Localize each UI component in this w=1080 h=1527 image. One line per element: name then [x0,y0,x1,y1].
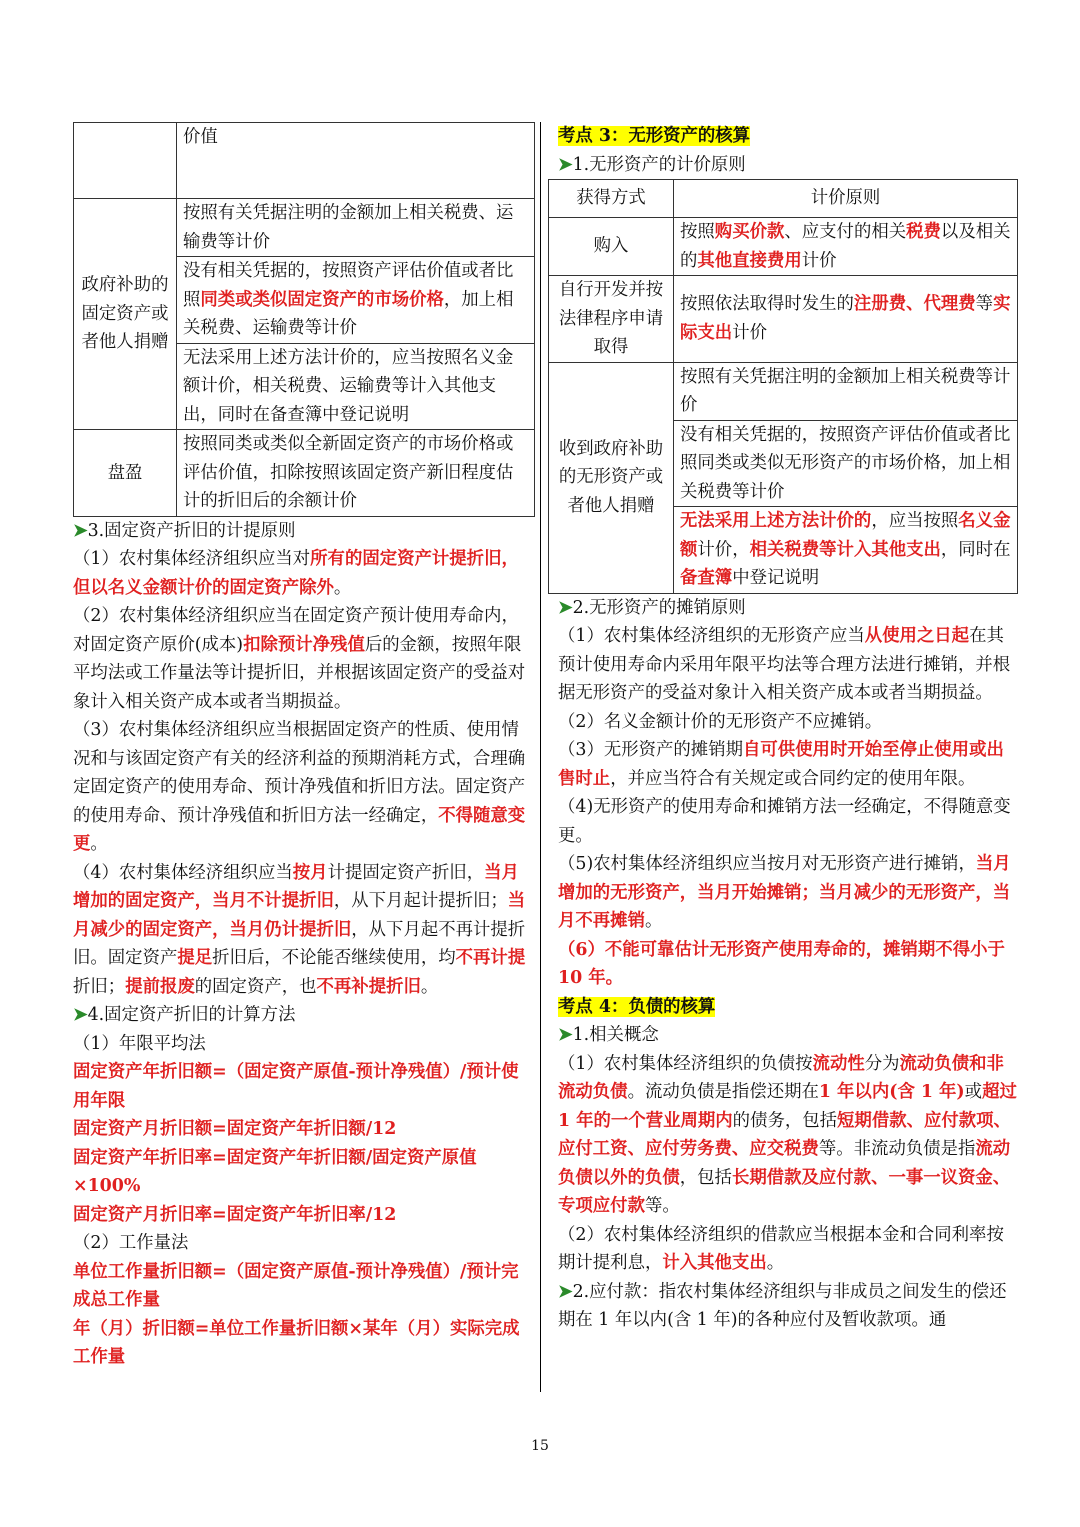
section-title: ➤3.固定资产折旧的计提原则 [73,520,296,541]
topic-title: 考点 4：负债的核算 [558,996,716,1017]
table-cell: 价值 [177,123,535,199]
formula: 固定资产年折旧额=（固定资产原值-预计净残值）/预计使用年限 [73,1062,519,1111]
paragraph: （1）农村集体经济组织的负债按流动性分为流动负债和非流动负债。流动负债是指偿还期在1 年以内(含 1 年)或超过 1 年的一个营业周期内的债务，包括短期借款、应付款项、应付工资、应付劳务费、应交税费等。非流动负债是指流动负债以外的负债，包括长期借款及应付款、一事一议资金、专项应付款等。 [558,1053,1017,1216]
table-cell: 按照购买价款、应支付的相关税费以及相关的其他直接费用计价 [674,218,1018,276]
arrow-icon: ➤ [558,154,573,175]
paragraph: （5)农村集体经济组织应当按月对无形资产进行摊销，当月增加的无形资产，当月开始摊销；当月减少的无形资产，当月不再摊销。 [558,854,1011,931]
left-column [73,122,535,1372]
table-row-category: 收到政府补助的无形资产或者他人捐赠 [549,362,674,593]
method-label: （1）年限平均法 [73,1033,206,1054]
arrow-icon: ➤ [558,597,573,618]
formula: 固定资产月折旧率=固定资产年折旧率/12 [73,1204,397,1225]
arrow-icon: ➤ [73,520,88,541]
right-column [558,122,1018,1335]
paragraph: （1）农村集体经济组织的无形资产应当从使用之日起在其预计使用寿命内采用年限平均法等合理方法进行摊销，并根据无形资产的受益对象计入相关资产成本或者当期损益。 [558,626,1011,703]
table-row-category: 自行开发并按法律程序申请取得 [549,276,674,363]
section-title: ➤1.无形资产的计价原则 [558,154,746,175]
table-cell: 按照同类或类似全新固定资产的市场价格或评估价值，扣除按照该固定资产新旧程度估计的折旧后的余额计价 [177,430,535,517]
arrow-icon: ➤ [73,1005,88,1025]
table-cell: 无法采用上述方法计价的，应当按照名义金额计价，相关税费、运输费等计入其他支出，同时在备查簿中登记说明 [177,343,535,430]
arrow-icon: ➤ [558,1281,573,1302]
paragraph: （6）不能可靠估计无形资产使用寿命的，摊销期不得小于 10 年。 [558,939,1005,988]
section-title: ➤4.固定资产折旧的计算方法 [73,1005,296,1025]
formula: 单位工作量折旧额=（固定资产原值-预计净残值）/预计完成总工作量 [73,1261,519,1310]
topic-title: 考点 3：无形资产的核算 [558,126,751,146]
section-title: ➤2.无形资产的摊销原则 [558,597,746,618]
table-header: 获得方式 [549,180,674,218]
fixed-asset-valuation-table [73,122,535,517]
table-cell: 按照有关凭据注明的金额加上相关税费、运输费等计价 [177,199,535,257]
table-header: 计价原则 [674,180,1018,218]
table-row-category: 购入 [549,218,674,276]
paragraph: （2）农村集体经济组织应当在固定资产预计使用寿命内，对固定资产原价(成本)扣除预计净残值后的金额，按照年限平均法或工作量法等计提折旧，并根据该固定资产的受益对象计入相关资产成本或者当期损益。 [73,606,526,712]
page-number: 15 [531,1438,549,1454]
paragraph: （4)无形资产的使用寿命和摊销方法一经确定，不得随意变更。 [558,797,1011,846]
paragraph: （3）农村集体经济组织应当根据固定资产的性质、使用情况和与该固定资产有关的经济利益的预期消耗方式，合理确定固定资产的使用寿命、预计净残值和折旧方法。固定资产的使用寿命、预计净残值和折旧方法一经确定，不得随意变更。 [73,720,526,854]
table-row-category [74,123,177,199]
paragraph: （2）名义金额计价的无形资产不应摊销。 [558,711,883,732]
formula: 固定资产年折旧率=固定资产年折旧额/固定资产原值×100% [73,1147,477,1196]
section-title: ➤1.相关概念 [558,1025,659,1045]
table-row-category: 政府补助的固定资产或者他人捐赠 [74,199,177,430]
column-divider [540,122,541,1392]
paragraph: （3）无形资产的摊销期自可供使用时开始至停止使用或出售时止，并应当符合有关规定或合同约定的使用年限。 [558,740,1004,789]
paragraph: ➤2.应付款：指农村集体经济组织与非成员之间发生的偿还期在 1 年以内(含 1 年)的各种应付及暂收款项。通 [558,1281,1007,1330]
table-cell: 按照依法取得时发生的注册费、代理费等实际支出计价 [674,276,1018,363]
table-cell: 按照有关凭据注明的金额加上相关税费等计价 [674,362,1018,420]
arrow-icon: ➤ [558,1025,573,1045]
paragraph: （2）农村集体经济组织的借款应当根据本金和合同利率按期计提利息，计入其他支出。 [558,1224,1004,1273]
formula: 固定资产月折旧额=固定资产年折旧额/12 [73,1119,397,1139]
table-cell: 无法采用上述方法计价的，应当按照名义金额计价，相关税费等计入其他支出，同时在备查簿中登记说明 [674,507,1018,594]
paragraph: （1）农村集体经济组织应当对所有的固定资产计提折旧，但以名义金额计价的固定资产除外。 [73,549,519,598]
method-label: （2）工作量法 [73,1233,189,1253]
table-row-category: 盘盈 [74,430,177,517]
paragraph: （4）农村集体经济组织应当按月计提固定资产折旧，当月增加的固定资产，当月不计提折旧，从下月起计提折旧；当月减少的固定资产，当月仍计提折旧，从下月起不再计提折旧。固定资产提足折旧后，不论能否继续使用，均不再计提折旧；提前报废的固定资产，也不再补提折旧。 [73,862,526,997]
table-cell: 没有相关凭据的，按照资产评估价值或者比照同类或类似无形资产的市场价格，加上相关税费等计价 [674,420,1018,507]
intangible-valuation-table [548,179,1018,594]
formula: 年（月）折旧额=单位工作量折旧额×某年（月）实际完成工作量 [73,1318,520,1367]
table-cell: 没有相关凭据的，按照资产评估价值或者比照同类或类似固定资产的市场价格，加上相关税费、运输费等计价 [177,257,535,344]
